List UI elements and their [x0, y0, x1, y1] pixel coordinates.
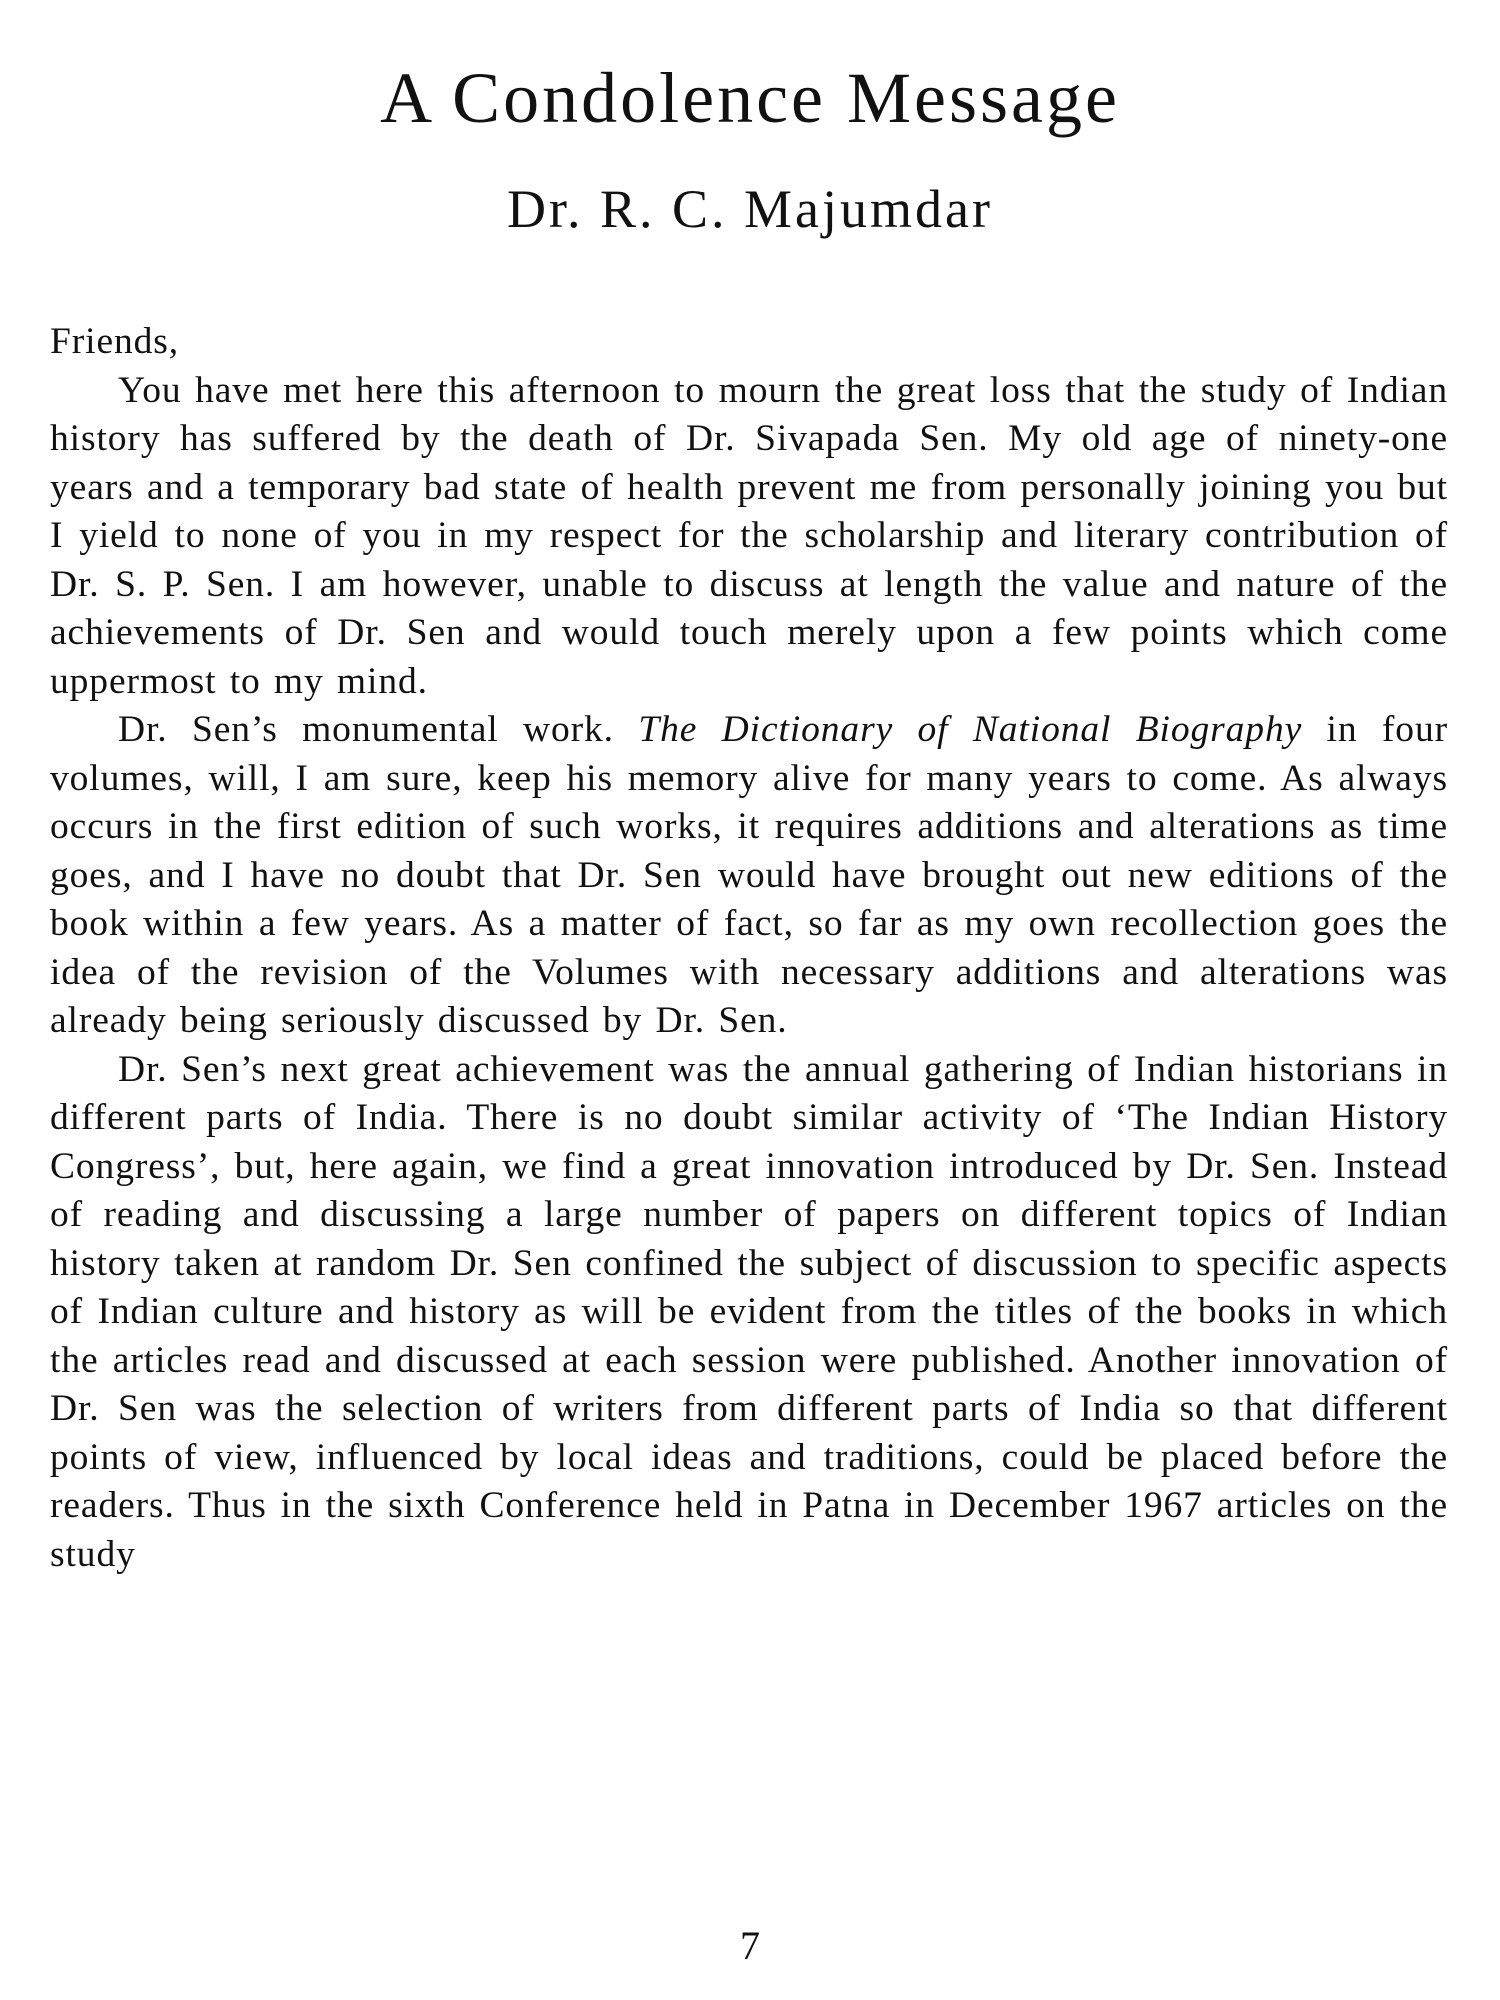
- book-title: The Dictionary of National Biography: [638, 709, 1303, 750]
- letter-body: [50, 318, 1448, 1579]
- paragraph-3: Dr. Sen’s next great achievement was the annual gathering of Indian historians in different parts of India. There is no doubt similar activity of ‘The Indian History Congress’, but, here again, we find a great innovation introduced by Dr. Sen. Instead of reading and discussing a large number of papers on different topics of Indian history taken at random Dr. Sen confined the subject of discussion to specific aspects of Indian culture and history as will be evident from the titles of the books in which the articles read and discussed at each session were published. Another innovation of Dr. Sen was the selection of writers from different parts of India so that different points of view, influenced by local ideas and traditions, could be placed before the readers. Thus in the sixth Conference held in Patna in December 1967 articles on the study: [50, 1048, 1448, 1575]
- author-name: Dr. R. C. Majumdar: [507, 179, 993, 239]
- paragraph-1: You have met here this afternoon to mourn the great loss that the study of Indian history has suffered by the death of Dr. Sivapada Sen. My old age of ninety-one years and a temporary bad state of health prevent me from personally joining you but I yield to none of you in my respect for the scholarship and literary contribution of Dr. S. P. Sen. I am however, unable to discuss at length the value and nature of the achievements of Dr. Sen and would touch merely upon a few points which come uppermost to my mind.: [50, 369, 1448, 702]
- paragraph-2-rest: in four volumes, will, I am sure, keep his memory alive for many years to come. As always occurs in the first edition of such works, it requires additions and alterations as time goes, and I have no doubt that Dr. Sen would have brought out new editions of the book within a few years. As a matter of fact, so far as my own recollection goes the idea of the revision of the Volumes with necessary additions and alterations was already being seriously discussed by Dr. Sen.: [50, 709, 1448, 1041]
- paragraph-2: [50, 706, 1448, 1046]
- paragraph-2-lead: Dr. Sen’s monumental work.: [118, 709, 614, 750]
- page-title: A Condolence Message: [380, 58, 1120, 138]
- salutation: Friends,: [50, 321, 180, 362]
- page-number: 7: [740, 1923, 760, 1968]
